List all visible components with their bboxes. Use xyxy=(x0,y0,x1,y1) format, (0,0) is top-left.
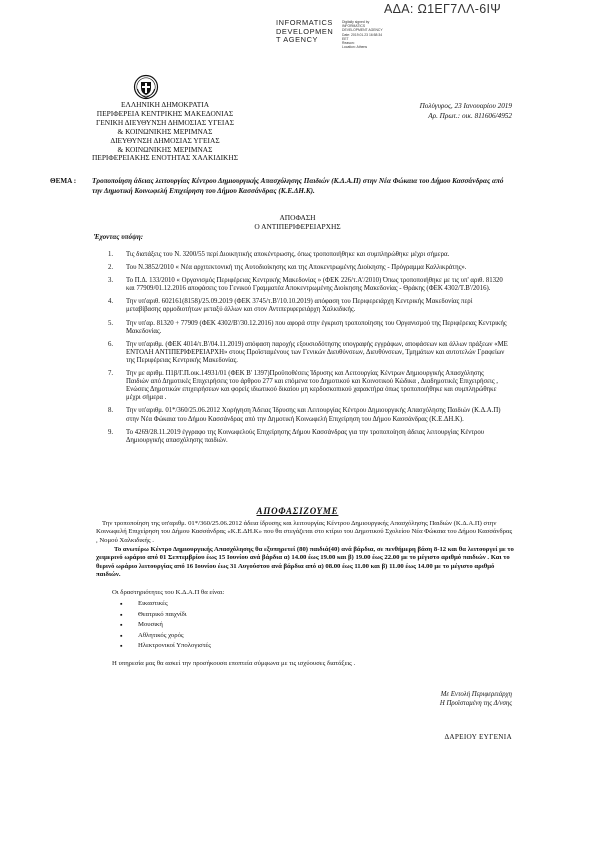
operating-hours-paragraph: Το ανωτέρω Κέντρο Δημιουργικής Απασχόλησης θα εξυπηρετεί (80) παιδιά(40) ανά βάρδια, σε πενθήμερη βάση 8-12 και θα λειτουργεί με το χειμερινό ωράριο από 01 Σεπτεμβρίου έως 15 Ιουνίου ανά βάρδια α) 14.00 έως 19.00 και β) 19.00 έως 22.00 με το μέγιστο αριθμό παιδιών . Και το θερινό ωράριο λειτουργίας από 16 Ιουνίου έως 31 Αυγούστου ανά βάρδια από α) 08.00 έως 11.00 και β) 11.00 έως 14.00 με το μέγιστο αριθμό παιδιών. xyxy=(96,546,514,579)
signature-title-line: Η Προϊσταμένη της Δ/νσης xyxy=(439,699,512,707)
list-item: ▪ Εικαστικές xyxy=(120,599,211,610)
consideration-item xyxy=(108,429,508,445)
item-number: 3. xyxy=(108,277,114,285)
item-text: Τις διατάξεις του Ν. 3200/55 περί Διοικητικής αποκέντρωσης, όπως τροποποιήθηκε και συμπληρώθηκε μέχρι σήμερα. xyxy=(126,251,450,258)
consideration-item xyxy=(108,298,508,314)
issuing-authority-header xyxy=(50,101,280,163)
item-text: Την υπ'αριθμ. (ΦΕΚ 4014/τ.Β'/04.11.2019) απόφαση παροχής εξουσιοδότησης υπογραφής εγγράφων, αποφάσεων και άλλων πράξεων «ΜΕ ΕΝΤΟΛΗ ΑΝΤΙΠΕΡΙΦΕΡΕΙΑΡΧΗ» στους Προϊσταμένους των Γενικών Διευθύνσεων, Διευθύνσεων, Τμημάτων και αυτοτελών Γραφείων της Περιφέρειας Κεντρικής Μακεδονίας. xyxy=(126,340,508,364)
decision-issuer: Ο ΑΝΤΙΠΕΡΙΦΕΡΕΙΑΡΧΗΣ xyxy=(254,222,341,232)
decision-title xyxy=(0,213,595,232)
item-text: Την υπ'αριθ. 602161(8158)/25.09.2019 (ΦΕΚ 3745/τ.Β'/10.10.2019) απόφαση του Περιφερειάρχη Κεντρικής Μακεδονίας περί μεταβίβασης αρμοδιοτήτων μεταξύ άλλων και στον Αντιπεριφερειάρχη Χαλκιδικής. xyxy=(126,298,473,314)
date-and-protocol xyxy=(362,102,512,121)
header-line: & ΚΟΙΝΩΝΙΚΗΣ ΜΕΡΙΜΝΑΣ xyxy=(117,144,213,154)
agency-line: INFORMATICS xyxy=(276,18,333,27)
signature-detail-line: DEVELOPMENT AGENCY xyxy=(342,28,383,33)
signature-title xyxy=(362,691,512,709)
list-item: ▪ Θεατρικό παιχνίδι xyxy=(120,610,211,621)
consideration-item xyxy=(108,264,508,272)
header-line: & ΚΟΙΝΩΝΙΚΗΣ ΜΕΡΙΜΝΑΣ xyxy=(117,126,213,136)
signature-title-line: Με Εντολή Περιφερειάρχη xyxy=(440,691,512,698)
signature-detail-line: Location: Athens xyxy=(342,45,368,50)
header-line: ΔΙΕΥΘΥΝΣΗ ΔΗΜΟΣΙΑΣ ΥΓΕΙΑΣ xyxy=(110,135,220,145)
document-date: Πολύγυρος, 23 Ιανουαρίου 2019 xyxy=(419,102,512,110)
digital-signature-details xyxy=(342,20,383,49)
signature-detail-line: Reason: xyxy=(342,41,355,46)
header-line: ΕΛΛΗΝΙΚΗ ΔΗΜΟΚΡΑΤΙΑ xyxy=(120,100,210,109)
considering-label: Έχοντας υπόψη: xyxy=(94,233,144,241)
greek-coat-of-arms-icon xyxy=(133,74,159,100)
header-line: ΠΕΡΙΦΕΡΕΙΑΚΗΣ ΕΝΟΤΗΤΑΣ ΧΑΛΚΙΔΙΚΗΣ xyxy=(91,153,239,163)
consideration-item xyxy=(108,277,508,293)
item-number: 4. xyxy=(108,298,114,306)
subject-label: ΘΕΜΑ : xyxy=(50,177,77,185)
signature-detail-line: Date: 2019.01.23 16:58:34 xyxy=(342,32,383,37)
item-number: 2. xyxy=(108,264,114,272)
item-text: Την υπ'αρ. 81320 + 77909 (ΦΕΚ 4302/Β'/30.12.2016) που αφορά στην έγκριση τροποποίησης του Οργανισμού της Περιφέρειας Κεντρικής Μακεδονίας. xyxy=(126,319,507,335)
consideration-item xyxy=(108,341,508,365)
agency-line: DEVELOPMEN xyxy=(276,26,334,36)
decision-body-paragraph: Την τροποποίηση της υπ'αριθμ. 01*/360/25.06.2012 άδεια ίδρυσης και λειτουργίας Κέντρου Δημιουργικής Απασχόλησης Παιδιών (Κ.Δ.Α.Π) στην Κοινωφελή Επιχείρηση του Δήμου Κασσάνδρας «Κ.Ε.ΔΗ.Κ» που θα στεγάζεται στο κτίριο του Δημοτικού Σχολείου Νέα Φώκαια του Δήμου Κασσάνδρας , Νομού Χαλκιδικής . xyxy=(96,520,513,544)
signature-detail-line: Digitally signed by xyxy=(342,20,370,24)
consideration-item xyxy=(108,407,508,423)
ada-code: ΑΔΑ: Ω1ΕΓ7ΛΛ-6ΙΨ xyxy=(384,2,501,16)
list-item: ▪ Μουσική xyxy=(120,620,211,631)
item-number: 9. xyxy=(108,428,114,436)
list-item: ▪ Αθλητικός χορός xyxy=(120,631,211,642)
header-line: ΓΕΝΙΚΗ ΔΙΕΥΘΥΝΣΗ ΔΗΜΟΣΙΑΣ ΥΓΕΙΑΣ xyxy=(95,117,235,127)
signature-agency-block xyxy=(276,19,333,45)
signature-detail-line: INFORMATICS xyxy=(342,24,366,29)
subject-text: Τροποποίηση άδειας λειτουργίας Κέντρου Δημιουργικής Απασχόλησης Παιδιών (Κ.Δ.Α.Π) στην Νέα Φώκαια του Δήμου Κασσάνδρας από την Δημοτική Κοινωφελή Επιχείρηση του Δήμου Κασσάνδρας (Κ.Ε.ΔΗ.Κ). xyxy=(92,177,504,195)
item-number: 8. xyxy=(108,407,114,415)
header-line: ΠΕΡΙΦΕΡΕΙΑ ΚΕΝΤΡΙΚΗΣ ΜΑΚΕΔΟΝΙΑΣ xyxy=(96,108,234,118)
item-number: 6. xyxy=(108,340,114,348)
we-decide-heading: ΑΠΟΦΑΣΙΖΟΥΜΕ xyxy=(256,506,339,516)
consideration-item xyxy=(108,320,508,336)
item-number: 5. xyxy=(108,319,114,327)
item-number: 1. xyxy=(108,251,114,258)
activities-label: Οι δραστηριότητες του Κ.Δ.Α.Π θα είναι: xyxy=(112,589,225,596)
consideration-item xyxy=(108,251,508,259)
activities-list xyxy=(120,599,211,652)
item-text: Το Π.Δ. 133/2010 « Οργανισμός Περιφέρειας Κεντρικής Μακεδονίας » (ΦΕΚ 226/τ.Α'/2010) Όπως τροποποιήθηκε με τις υπ' αριθ. 81320 και 77909/01.12.2016 αποφάσεις του Γενικού Γραμματέα Αποκεντρωμένης Διοίκησης Μακεδονίας - Θράκης (ΦΕΚ 4302/Τ.Β'/2016). xyxy=(126,277,503,293)
list-item: ▪ Ηλεκτρονικοί Υπολογιστές xyxy=(120,641,211,652)
item-text: Την υπ'αριθμ. 01*/360/25.06.2012 Χορήγηση Άδειας Ίδρυσης και Λειτουργίας Κέντρου Δημιουργικής Απασχόλησης Παιδιών (Κ.Δ.Α.Π) στην Νέα Φώκαια του Δήμου Κασσάνδρας από την Δημοτική Κοινωφελή Επιχείρηση του Δήμου Κασσάνδρας (Κ.Ε.ΔΗ.Κ). xyxy=(126,407,501,423)
item-text: Την με αριθμ. Π1β/Γ.Π.οικ.14931/01 (ΦΕΚ Β' 1397)Προϋποθέσεις Ίδρυσης και Λειτουργίας Κέντρων Δημιουργικής Απασχόλησης Παιδιών από Δημοτικές Επιχειρήσεις του άρθρου 277 και επόμενα του Δημοτικού και Κοινοτικού Κώδικα , Διαδημοτικές Επιχειρήσεις , Ενώσεις Δημοτικών επιχειρήσεων και φορείς ιδιωτικού δικαίου μη κερδοσκοπικού χαρακτήρα όπως τροποποιήθηκε και συμπληρώθηκε μέχρι σήμερα . xyxy=(126,370,498,402)
item-text: Το 4269/28.11.2019 έγγραφο της Κοινωφελούς Επιχείρησης Δήμου Κασσάνδρας για την τροποποίηση άδειας λειτουργίας Κέντρου Δημιουργικής απασχόλησης παιδιών. xyxy=(126,428,485,444)
item-number: 7. xyxy=(108,370,114,378)
agency-line: T AGENCY xyxy=(276,35,319,45)
supervision-statement: Η υπηρεσία μας θα ασκεί την προσήκουσα εποπτεία σύμφωνα με τις ισχύουσες διατάξεις . xyxy=(112,660,356,667)
decision-heading: ΑΠΟΦΑΣΗ xyxy=(279,213,316,222)
considerations-list xyxy=(108,251,508,450)
consideration-item xyxy=(108,370,508,402)
protocol-number: Αρ. Πρωτ.: οικ. 811606/4952 xyxy=(428,111,512,120)
signature-detail-line: EET xyxy=(342,36,349,41)
signatory-name: ΔΑΡΕΙΟΥ ΕΥΓΕΝΙΑ xyxy=(444,733,512,741)
item-text: Του Ν.3852/2010 « Νέα αρχιτεκτονική της Αυτοδιοίκησης και της Αποκεντρωμένης Διοίκησης - Πρόγραμμα Καλλικράτης». xyxy=(126,264,467,272)
